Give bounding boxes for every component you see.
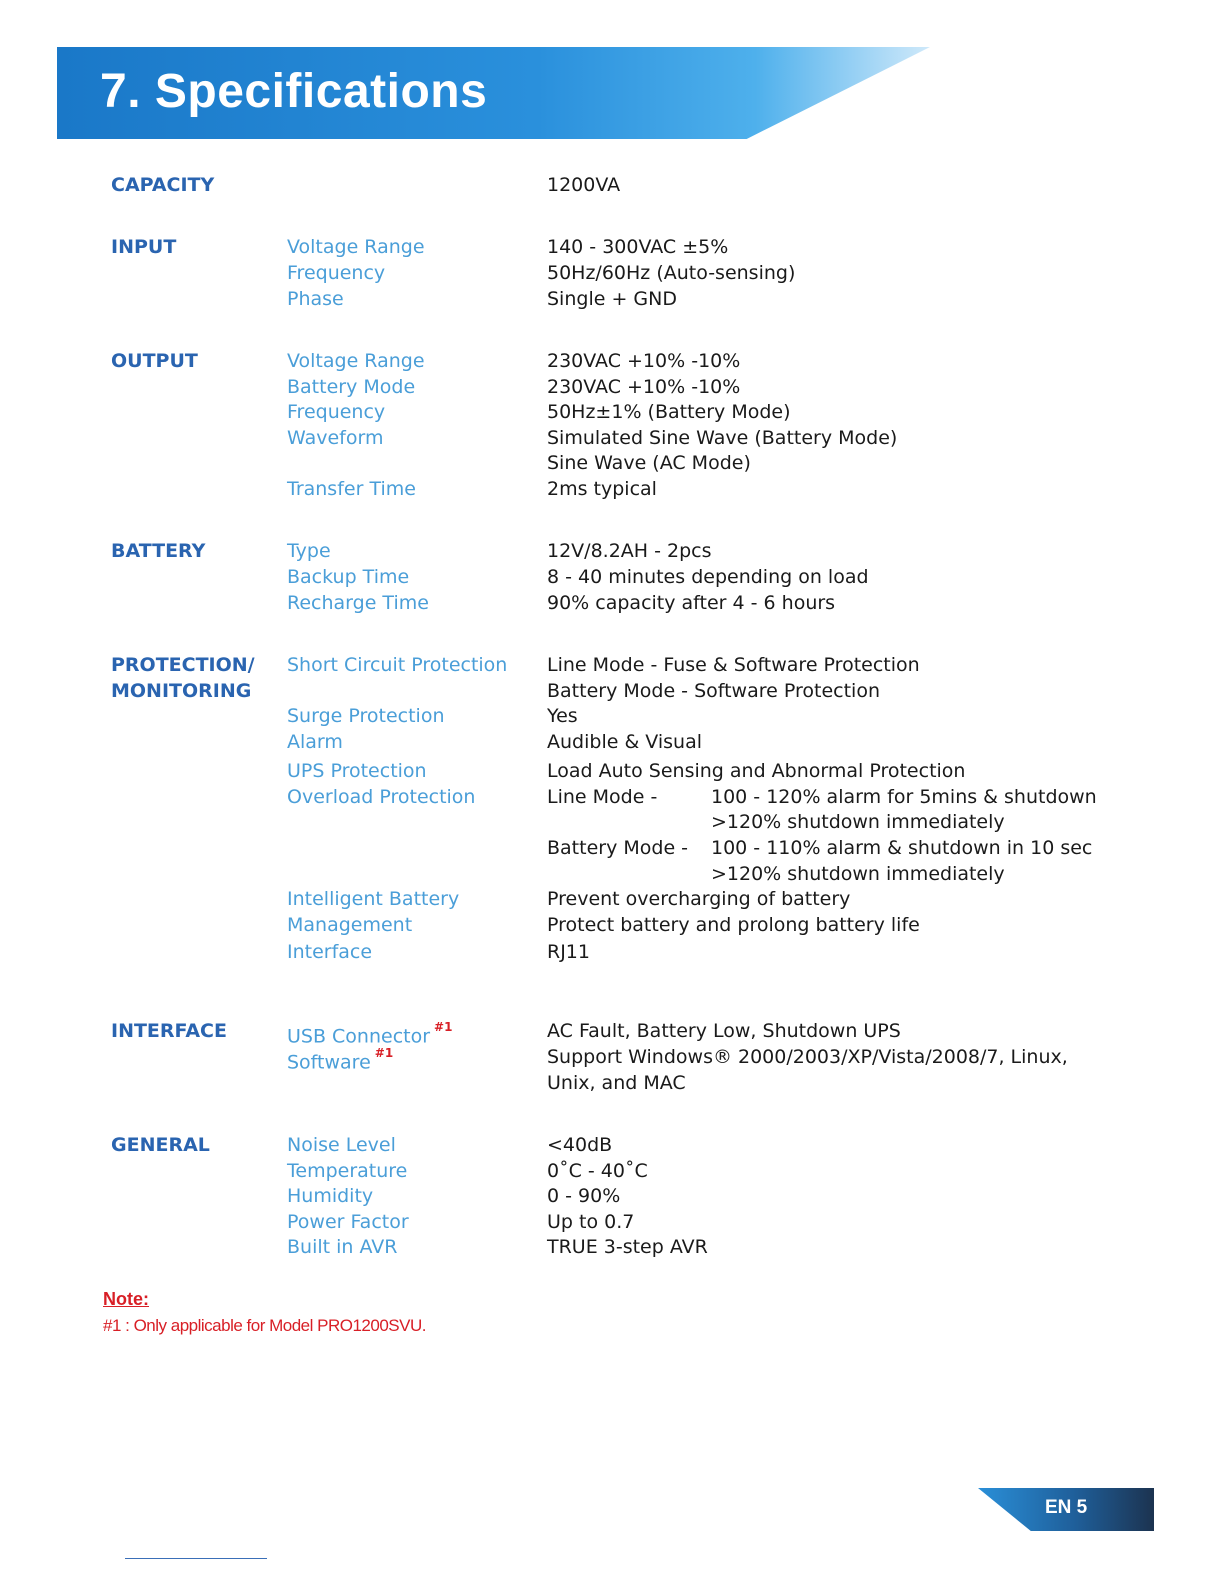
value-battery-mgmt-2: Protect battery and prolong battery life <box>547 914 920 936</box>
label-usb-connector-text: USB Connector <box>287 1025 431 1048</box>
label-output-battery-mode: Battery Mode <box>287 376 416 398</box>
label-output-voltage-range: Voltage Range <box>287 350 425 372</box>
note-text: #1 : Only applicable for Model PRO1200SVU. <box>103 1316 426 1335</box>
label-surge-protection: Surge Protection <box>287 705 445 727</box>
footer-divider <box>125 1558 267 1559</box>
value-input-phase: Single + GND <box>547 288 677 310</box>
value-output-frequency: 50Hz±1% (Battery Mode) <box>547 401 791 423</box>
category-general: GENERAL <box>111 1134 210 1156</box>
label-short-circuit-protection: Short Circuit Protection <box>287 654 508 676</box>
value-temperature: 0˚C - 40˚C <box>547 1160 648 1182</box>
label-battery-recharge-time: Recharge Time <box>287 592 429 614</box>
category-protection: PROTECTION/ <box>111 654 255 676</box>
value-overload-battery-1: 100 - 110% alarm & shutdown in 10 sec <box>711 837 1093 859</box>
label-input-frequency: Frequency <box>287 262 386 284</box>
label-built-in-avr: Built in AVR <box>287 1236 398 1258</box>
footnote-marker: #1 <box>374 1046 394 1060</box>
label-noise-level: Noise Level <box>287 1134 396 1156</box>
page-title: 7. Specifications <box>100 65 488 118</box>
label-output-waveform: Waveform <box>287 427 384 449</box>
value-battery-recharge-time: 90% capacity after 4 - 6 hours <box>547 592 836 614</box>
value-built-in-avr: TRUE 3-step AVR <box>547 1236 708 1258</box>
label-battery-backup-time: Backup Time <box>287 566 410 588</box>
value-overload-battery-mode-label: Battery Mode - <box>547 837 689 859</box>
value-usb-connector: AC Fault, Battery Low, Shutdown UPS <box>547 1020 901 1042</box>
value-output-transfer-time: 2ms typical <box>547 478 657 500</box>
label-overload-protection: Overload Protection <box>287 786 476 808</box>
label-interface-rj: Interface <box>287 941 373 963</box>
label-ups-protection: UPS Protection <box>287 760 427 782</box>
value-overload-line-2: >120% shutdown immediately <box>711 811 1005 833</box>
value-input-voltage-range: 140 - 300VAC ±5% <box>547 236 729 258</box>
footnote-marker: #1 <box>434 1020 453 1034</box>
value-humidity: 0 - 90% <box>547 1185 621 1207</box>
category-capacity: CAPACITY <box>111 174 215 196</box>
category-monitoring: MONITORING <box>111 680 252 702</box>
value-alarm: Audible & Visual <box>547 731 703 753</box>
value-noise-level: <40dB <box>547 1134 613 1156</box>
note-heading: Note: <box>103 1289 149 1309</box>
value-battery-type: 12V/8.2AH - 2pcs <box>547 540 712 562</box>
value-battery-backup-time: 8 - 40 minutes depending on load <box>547 566 869 588</box>
label-power-factor: Power Factor <box>287 1211 409 1233</box>
value-output-waveform-ac: Sine Wave (AC Mode) <box>547 452 751 474</box>
value-interface-rj: RJ11 <box>547 941 590 963</box>
label-battery-type: Type <box>287 540 331 562</box>
value-short-circuit-line: Line Mode - Fuse & Software Protection <box>547 654 920 676</box>
category-output: OUTPUT <box>111 350 198 372</box>
category-battery: BATTERY <box>111 540 206 562</box>
page-number: EN 5 <box>1045 1497 1088 1518</box>
value-overload-battery-2: >120% shutdown immediately <box>711 863 1005 885</box>
category-input: INPUT <box>111 236 177 258</box>
value-battery-mgmt-1: Prevent overcharging of battery <box>547 888 851 910</box>
label-software-text: Software <box>287 1051 371 1074</box>
value-software-1: Support Windows® 2000/2003/XP/Vista/2008/7, Linux, <box>547 1046 1068 1068</box>
label-alarm: Alarm <box>287 731 343 753</box>
value-output-waveform-battery: Simulated Sine Wave (Battery Mode) <box>547 427 898 449</box>
label-temperature: Temperature <box>287 1160 408 1182</box>
value-surge-protection: Yes <box>547 705 578 727</box>
label-humidity: Humidity <box>287 1185 374 1207</box>
value-input-frequency: 50Hz/60Hz (Auto-sensing) <box>547 262 796 284</box>
label-management: Management <box>287 914 413 936</box>
label-software <box>287 1044 393 1075</box>
value-output-voltage-range: 230VAC +10% -10% <box>547 350 741 372</box>
label-intelligent-battery: Intelligent Battery <box>287 888 460 910</box>
label-output-transfer-time: Transfer Time <box>287 478 416 500</box>
value-ups-protection: Load Auto Sensing and Abnormal Protection <box>547 760 966 782</box>
label-input-voltage-range: Voltage Range <box>287 236 425 258</box>
label-output-frequency: Frequency <box>287 401 386 423</box>
value-overload-line-mode-label: Line Mode - <box>547 786 658 808</box>
label-input-phase: Phase <box>287 288 344 310</box>
category-interface: INTERFACE <box>111 1020 227 1042</box>
value-capacity: 1200VA <box>547 174 621 196</box>
value-overload-line-1: 100 - 120% alarm for 5mins & shutdown <box>711 786 1097 808</box>
value-short-circuit-battery: Battery Mode - Software Protection <box>547 680 880 702</box>
value-power-factor: Up to 0.7 <box>547 1211 635 1233</box>
value-output-battery-mode: 230VAC +10% -10% <box>547 376 741 398</box>
value-software-2: Unix, and MAC <box>547 1072 686 1094</box>
